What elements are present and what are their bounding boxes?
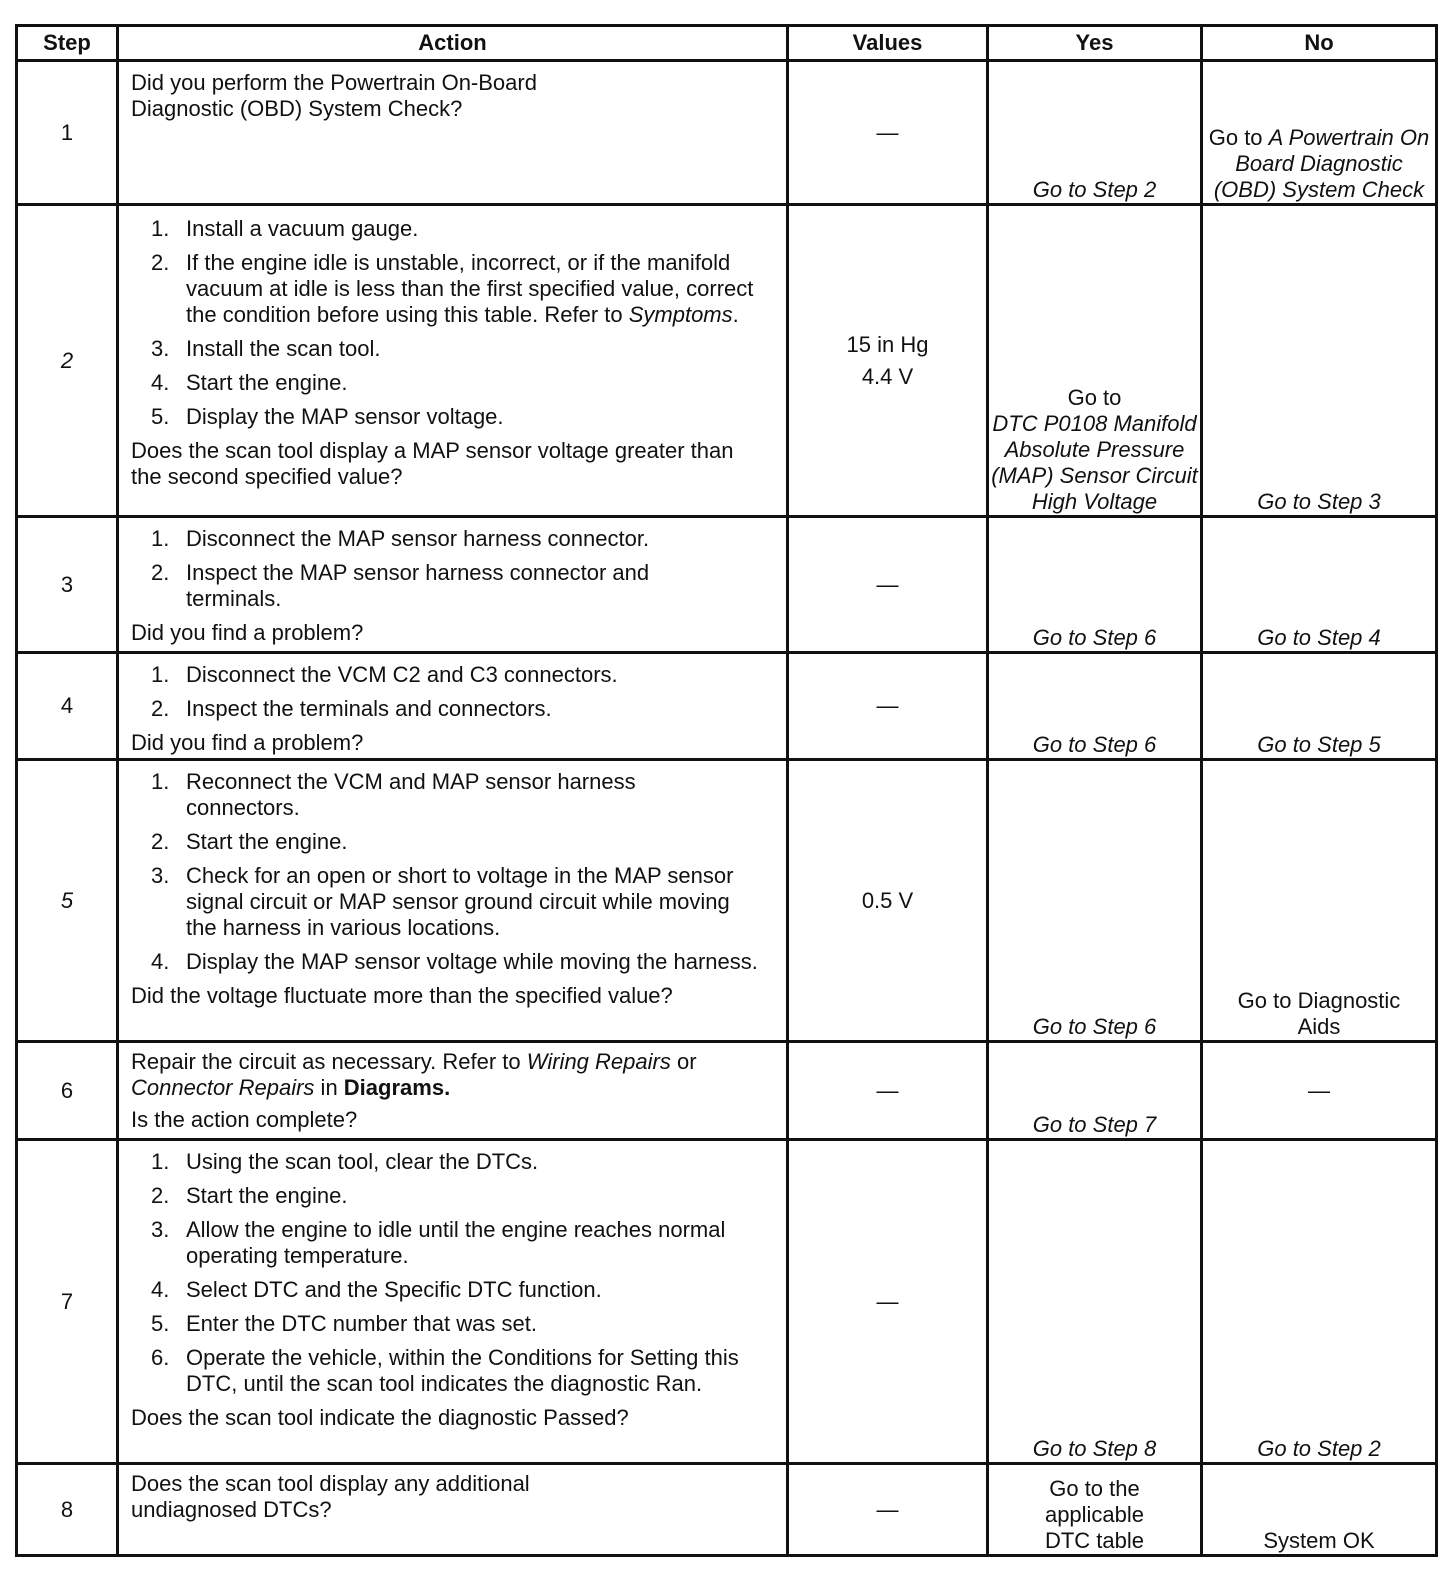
list-item: 5. Enter the DTC number that was set.: [151, 1311, 537, 1336]
action-cell: [118, 517, 788, 653]
action-question: Does the scan tool display a MAP sensor voltage greater than the second specified value?: [131, 438, 734, 489]
action-question: Is the action complete?: [131, 1107, 358, 1132]
action-question: Did you find a problem?: [131, 730, 364, 755]
step-number: 6: [17, 1042, 118, 1140]
yes-prefix: Go to: [1067, 385, 1122, 410]
values-cell: —: [788, 1140, 988, 1464]
no-cell: Go to Step 2: [1202, 1140, 1437, 1464]
no-cell: Go to Step 5: [1202, 653, 1437, 760]
values-cell: [788, 205, 988, 517]
header-no: No: [1202, 26, 1437, 61]
action-question: Did the voltage fluctuate more than the specified value?: [131, 983, 673, 1008]
no-cell: [1202, 61, 1437, 205]
action-steps: [131, 526, 774, 612]
list-item: 1. Install a vacuum gauge.: [151, 216, 419, 241]
header-step: Step: [17, 26, 118, 61]
values-cell: —: [788, 61, 988, 205]
list-item: 4. Start the engine.: [151, 370, 348, 395]
list-item: 2. Start the engine.: [151, 829, 348, 854]
yes-link-dtc-p0108[interactable]: DTC P0108 Manifold Absolute Pressure (MAP) Sensor Circuit High Voltage: [991, 411, 1198, 514]
connector-repairs-link[interactable]: Connector Repairs: [131, 1075, 315, 1100]
action-question: Did you find a problem?: [131, 620, 364, 645]
diagnostic-table-sheet: [15, 24, 1435, 1557]
list-item: 5. Display the MAP sensor voltage.: [151, 404, 504, 429]
values-cell: —: [788, 653, 988, 760]
action-question: Does the scan tool display any additional undiagnosed DTCs?: [131, 1471, 530, 1522]
table-row-step-3: [17, 517, 1437, 653]
header-values: Values: [788, 26, 988, 61]
action-question: Does the scan tool indicate the diagnostic Passed?: [131, 1405, 629, 1430]
values-cell: 0.5 V: [788, 760, 988, 1042]
table-row-step-8: [17, 1464, 1437, 1556]
list-item: 3. Allow the engine to idle until the engine reaches normal operating temperature.: [151, 1217, 726, 1268]
action-cell: [118, 1042, 788, 1140]
step-number: 5: [17, 760, 118, 1042]
step-number: 1: [17, 61, 118, 205]
value-voltage: 4.4 V: [861, 363, 914, 389]
action-cell: [118, 1464, 788, 1556]
list-item: 3. Install the scan tool.: [151, 336, 381, 361]
no-cell: —: [1202, 1042, 1437, 1140]
action-cell: [118, 1140, 788, 1464]
list-item: 1. Using the scan tool, clear the DTCs.: [151, 1149, 539, 1174]
list-item: 2. Inspect the MAP sensor harness connector and terminals.: [151, 560, 650, 611]
list-item: 1. Disconnect the VCM C2 and C3 connectors.: [151, 662, 618, 687]
value-vacuum: 15 in Hg: [846, 331, 929, 357]
table-row-step-5: [17, 760, 1437, 1042]
step-number: 7: [17, 1140, 118, 1464]
header-row: [17, 26, 1437, 61]
action-cell: [118, 653, 788, 760]
action-steps: [131, 769, 774, 975]
yes-cell: Go to Step 8: [988, 1140, 1202, 1464]
values-cell: —: [788, 1464, 988, 1556]
values-cell: —: [788, 517, 988, 653]
yes-cell: Go to Step 6: [988, 760, 1202, 1042]
no-link-obd-check[interactable]: A Powertrain On Board Diagnostic (OBD) System Check: [1213, 125, 1430, 202]
action-instruction: Repair the circuit as necessary. Refer to Wiring Repairs or Connector Repairs in Diagrams.: [131, 1049, 697, 1100]
values-cell: —: [788, 1042, 988, 1140]
header-action: Action: [118, 26, 788, 61]
symptoms-link[interactable]: Symptoms: [628, 302, 733, 327]
list-item: 4. Select DTC and the Specific DTC function.: [151, 1277, 602, 1302]
list-item: 2. Start the engine.: [151, 1183, 348, 1208]
list-item: 1. Reconnect the VCM and MAP sensor harness connectors.: [151, 769, 636, 820]
action-question: Did you perform the Powertrain On-Board Diagnostic (OBD) System Check?: [131, 70, 537, 121]
no-cell: Go to Step 4: [1202, 517, 1437, 653]
no-prefix: Go to: [1208, 125, 1269, 150]
list-item: 2. Inspect the terminals and connectors.: [151, 696, 552, 721]
action-cell: [118, 61, 788, 205]
diagnostic-table: [15, 24, 1438, 1557]
list-item: 2. If the engine idle is unstable, incorrect, or if the manifold vacuum at idle is less than the first specified value, correct the condition before using this table. Refer to Symptoms.: [151, 250, 754, 327]
no-link-diagnostic-aids[interactable]: Go to Diagnostic Aids: [1202, 760, 1437, 1042]
action-cell: [118, 760, 788, 1042]
action-steps: [131, 216, 774, 430]
yes-cell: Go to Step 7: [988, 1042, 1202, 1140]
table-row-step-2: [17, 205, 1437, 517]
action-cell: [118, 205, 788, 517]
list-item: 3. Check for an open or short to voltage in the MAP sensor signal circuit or MAP sensor ground circuit while moving the harness in various locations.: [151, 863, 734, 940]
table-row-step-6: [17, 1042, 1437, 1140]
yes-cell: Go to Step 6: [988, 653, 1202, 760]
no-cell: System OK: [1202, 1464, 1437, 1556]
table-row-step-4: [17, 653, 1437, 760]
yes-link-dtc-table[interactable]: Go to the applicable DTC table: [988, 1464, 1202, 1556]
step-number: 8: [17, 1464, 118, 1556]
table-row-step-7: [17, 1140, 1437, 1464]
yes-cell: Go to Step 6: [988, 517, 1202, 653]
table-row-step-1: [17, 61, 1437, 205]
list-item: 6. Operate the vehicle, within the Conditions for Setting this DTC, until the scan tool indicates the diagnostic Ran.: [151, 1345, 739, 1396]
yes-cell: [988, 205, 1202, 517]
list-item: 1. Disconnect the MAP sensor harness connector.: [151, 526, 650, 551]
wiring-repairs-link[interactable]: Wiring Repairs: [526, 1049, 671, 1074]
diagrams-link[interactable]: Diagrams.: [343, 1075, 451, 1100]
step-number: 2: [17, 205, 118, 517]
step-number: 3: [17, 517, 118, 653]
yes-cell: Go to Step 2: [988, 61, 1202, 205]
list-item: 4. Display the MAP sensor voltage while moving the harness.: [151, 949, 758, 974]
no-cell: Go to Step 3: [1202, 205, 1437, 517]
action-steps: [131, 662, 774, 722]
header-yes: Yes: [988, 26, 1202, 61]
step-number: 4: [17, 653, 118, 760]
action-steps: [131, 1149, 774, 1397]
